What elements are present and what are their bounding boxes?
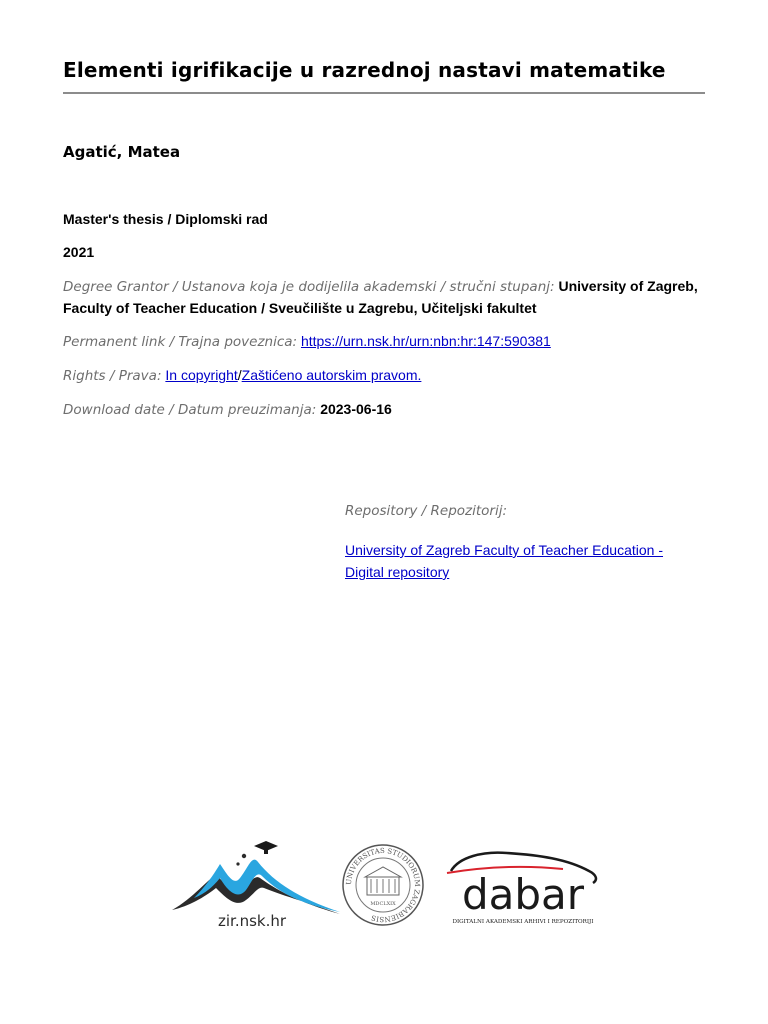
seal-year: MDCLXIX	[370, 901, 396, 907]
rights-label: Rights / Prava:	[63, 368, 162, 384]
download-date-label: Download date / Datum preuzimanja:	[63, 402, 317, 418]
rights-row	[63, 365, 421, 387]
dabar-logo-subtitle: DIGITALNI AKADEMSKI ARHIVI I REPOZITORIJI	[452, 919, 594, 925]
document-title: Elementi igrifikacije u razrednoj nastavi matematike	[63, 58, 666, 82]
document-type: Master's thesis / Diplomski rad	[63, 211, 268, 227]
seal-text: UNIVERSITAS STUDIORUM ZAGRABIENSIS	[344, 846, 422, 924]
zir-mountain-dark	[172, 874, 340, 914]
download-date-row	[63, 399, 392, 421]
rights-separator: /	[237, 367, 242, 383]
rights-link-hr[interactable]: Zaštićeno autorskim pravom.	[241, 367, 422, 383]
permanent-link-row	[63, 331, 551, 353]
degree-grantor	[63, 276, 703, 319]
dabar-logo-icon	[443, 843, 603, 927]
zir-logo-icon	[168, 838, 342, 930]
university-seal-icon	[341, 843, 425, 927]
repository-link-line2[interactable]: Digital repository	[345, 564, 450, 580]
degree-grantor-label: Degree Grantor / Ustanova koja je dodijelila akademski / stručni stupanj:	[63, 279, 555, 295]
permanent-link[interactable]: https://urn.nsk.hr/urn:nbn:hr:147:590381	[300, 333, 551, 349]
document-year: 2021	[63, 244, 95, 260]
download-date-value: 2023-06-16	[320, 401, 392, 417]
repository-label: Repository / Repozitorij:	[345, 503, 508, 519]
author-name: Agatić, Matea	[63, 143, 181, 161]
repository-link-block	[345, 539, 685, 583]
degree-grantor-value: University of Zagreb, Faculty of Teacher Education / Sveučilište u Zagrebu, Učiteljski fakultet	[63, 278, 698, 316]
repository-link[interactable]: University of Zagreb Faculty of Teacher Education -	[345, 542, 664, 558]
permanent-link-label: Permanent link / Trajna poveznica:	[63, 334, 298, 350]
rights-link-copyright[interactable]: In copyright	[165, 367, 238, 383]
dabar-logo-text: dabar	[461, 870, 585, 919]
zir-logo-text: zir.nsk.hr	[218, 912, 287, 930]
title-divider	[63, 92, 705, 94]
